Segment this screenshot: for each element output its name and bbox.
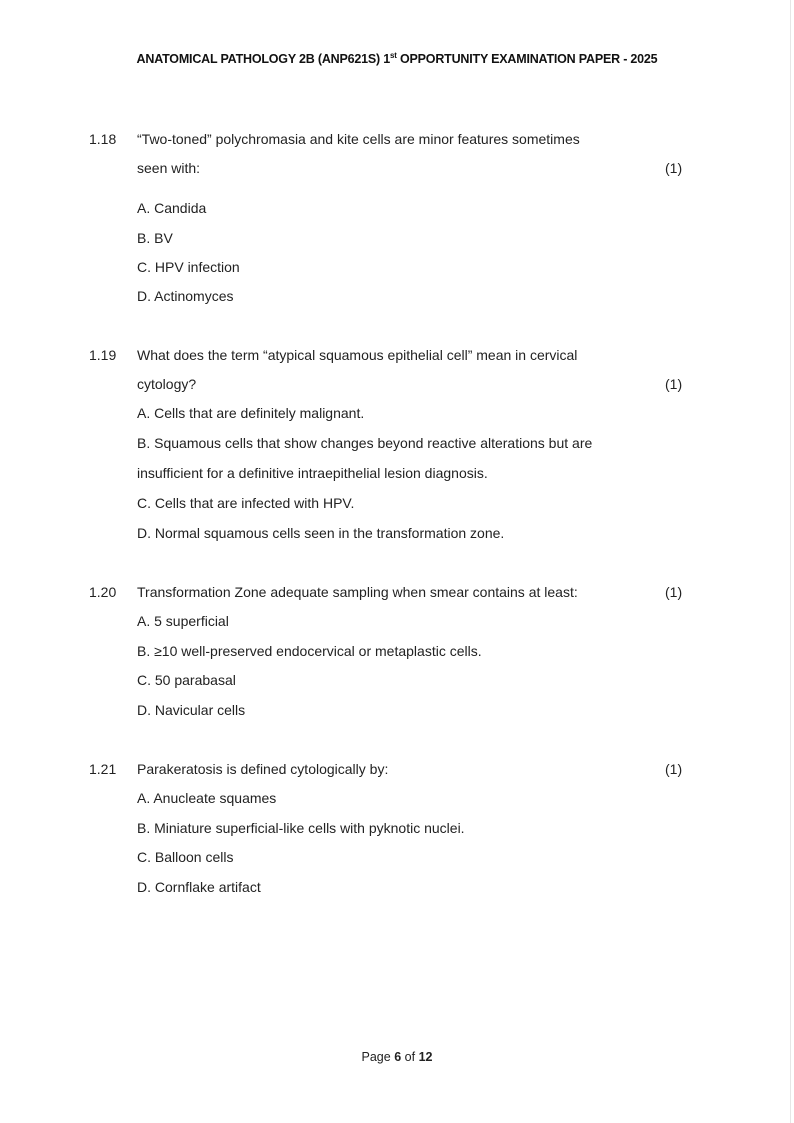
- question-stem: cytology?: [137, 376, 197, 392]
- option: D. Navicular cells: [137, 702, 246, 718]
- question-number: 1.19: [89, 347, 117, 363]
- option: C. Cells that are infected with HPV.: [137, 495, 355, 511]
- question-stem: Transformation Zone adequate sampling when smear contains at least:: [137, 584, 578, 600]
- question-stem: What does the term “atypical squamous epithelial cell” mean in cervical: [137, 347, 578, 363]
- question-stem: Parakeratosis is defined cytologically by:: [137, 761, 389, 777]
- option: B. Squamous cells that show changes beyond reactive alterations but are: [137, 435, 593, 451]
- question-marks: (1): [665, 584, 683, 600]
- option: C. HPV infection: [137, 259, 240, 275]
- option: C. 50 parabasal: [137, 672, 236, 688]
- option: B. ≥10 well-preserved endocervical or metaplastic cells.: [137, 643, 482, 659]
- option: D. Actinomyces: [137, 288, 234, 304]
- page-footer: Page 6 of 12: [361, 1050, 433, 1064]
- option: C. Balloon cells: [137, 849, 234, 865]
- option: A. Anucleate squames: [137, 790, 277, 806]
- question-stem: seen with:: [137, 160, 201, 176]
- question-number: 1.18: [89, 131, 117, 147]
- question-marks: (1): [665, 376, 683, 392]
- option: A. Candida: [137, 200, 207, 216]
- scan-edge: [790, 0, 791, 1123]
- option: B. BV: [137, 230, 173, 246]
- question-number: 1.20: [89, 584, 117, 600]
- option: insufficient for a definitive intraepithelial lesion diagnosis.: [137, 465, 488, 481]
- question-marks: (1): [665, 160, 683, 176]
- option: A. Cells that are definitely malignant.: [137, 405, 365, 421]
- option: D. Cornflake artifact: [137, 879, 261, 895]
- question-number: 1.21: [89, 761, 117, 777]
- option: A. 5 superficial: [137, 613, 229, 629]
- question-marks: (1): [665, 761, 683, 777]
- question-stem: “Two-toned” polychromasia and kite cells are minor features sometimes: [137, 131, 580, 147]
- page-header: ANATOMICAL PATHOLOGY 2B (ANP621S) 1st OPPORTUNITY EXAMINATION PAPER - 2025: [136, 51, 658, 67]
- option: D. Normal squamous cells seen in the transformation zone.: [137, 525, 505, 541]
- option: B. Miniature superficial-like cells with pyknotic nuclei.: [137, 820, 465, 836]
